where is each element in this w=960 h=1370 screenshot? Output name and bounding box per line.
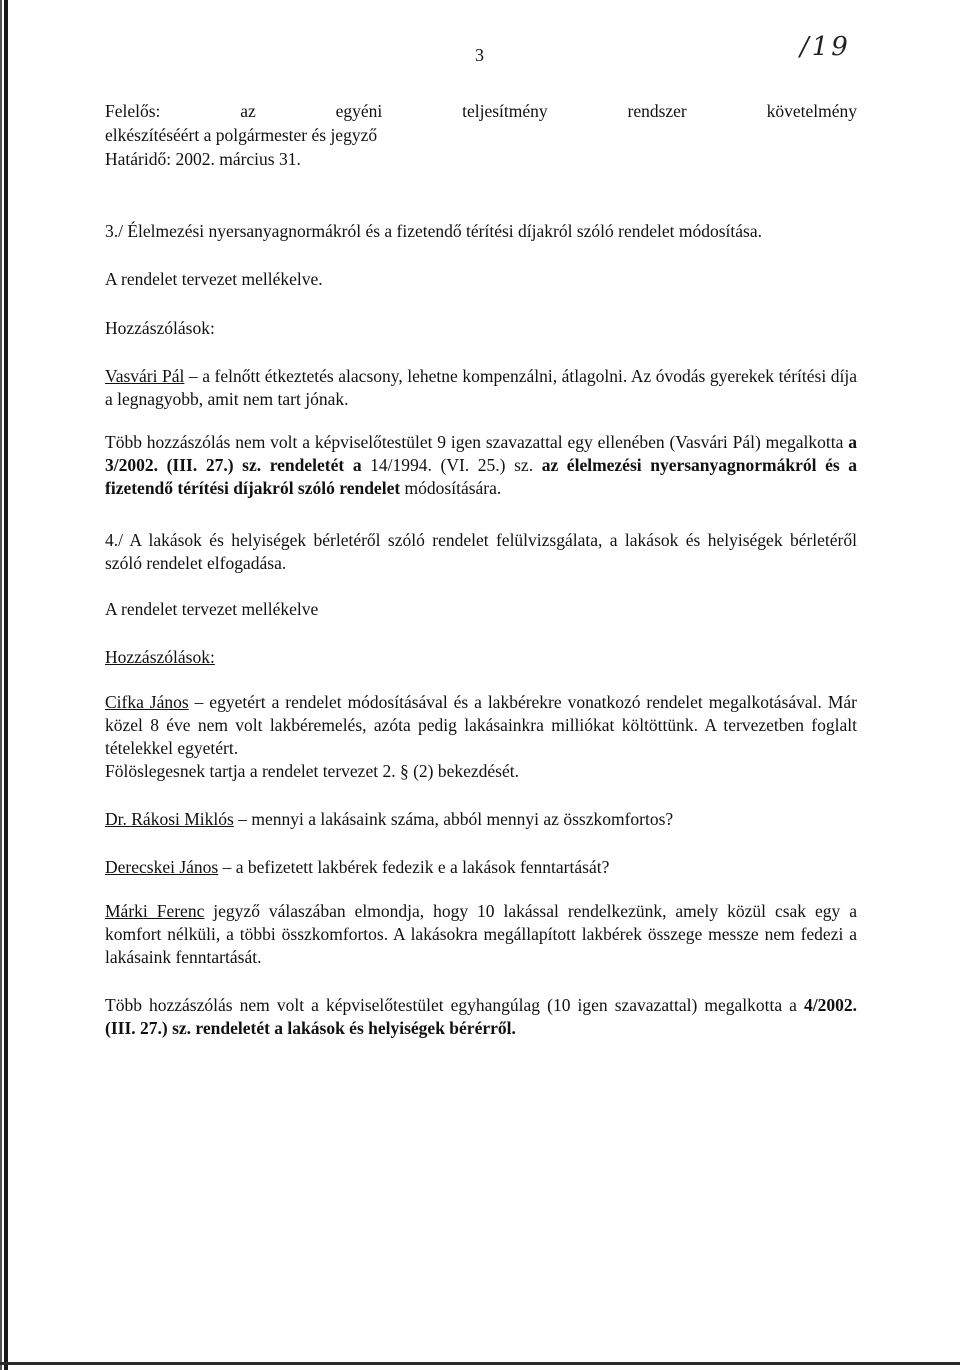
item4-comment-cifka <box>105 691 857 760</box>
handwritten-page-mark: /19 <box>800 32 851 62</box>
item4-comment-cifka-2: Fölöslegesnek tartja a rendelet tervezet 2. § (2) bekezdését. <box>105 761 519 781</box>
comment-text: – a felnőtt étkeztetés alacsony, lehetne kompenzálni, átlagolni. Az óvodás gyerekek térítési díja a legnagyobb, amit nem tart jónak. <box>105 366 857 409</box>
item3-heading: 3./ Élelmezési nyersanyagnormákról és a fizetendő térítési díjakról szóló rendelet módosítása. <box>105 221 763 241</box>
page-number: 3 <box>475 45 484 65</box>
item4-comment-derecskei <box>105 856 857 879</box>
resolution-bold: az élelmezési nyersanyagnormákról és a fizetendő térítési díjakról szóló rendelet <box>105 455 858 498</box>
scan-bottom-line <box>0 1362 960 1365</box>
scan-edge <box>0 0 2 1370</box>
item4-heading: 4./ A lakások és helyiségek bérletéről szóló rendelet felülvizsgálata, a lakások és helyiségek bérletéről szóló rendelet elfogadása. <box>105 530 857 573</box>
item3-comments-label: Hozzászólások: <box>105 318 215 338</box>
comment-text: – egyetért a rendelet módosításával és a lakbérekre vonatkozó rendelet megalkotásával. Már közel 8 éve nem volt lakbéremelés, azóta pedig lakásainkra milliókat költöttünk. A tervezetben foglalt tételekkel egyetért. <box>105 692 857 758</box>
speaker-name: Rákosi Miklós <box>131 809 234 829</box>
item4-resolution <box>105 994 857 1040</box>
resolution-text: 14/1994. (VI. 25.) sz. <box>361 455 542 475</box>
item3-comment-vasvari <box>105 365 857 411</box>
item4-comment-rakosi <box>105 808 857 831</box>
comment-text: jegyző válaszában elmondja, hogy 10 lakással rendelkezünk, amely közül csak egy a komfort nélküli, a többi összkomfortos. A lakásokra megállapított lakbérek összege messze nem fedezi a lakásaink fenntartását. <box>105 901 857 967</box>
speaker-prefix: Dr. <box>105 809 132 829</box>
speaker-name: Derecskei János <box>105 857 219 877</box>
deadline-line: Határidő: 2002. március 31. <box>105 149 301 169</box>
comment-text: – a befizetett lakbérek fedezik e a lakások fenntartását? <box>218 857 610 877</box>
resolution-text: Több hozzászólás nem volt a képviselőtestület egyhangúlag (10 igen szavazattal) megalkotta a <box>105 995 804 1015</box>
responsible-line-2: elkészítéséért a polgármester és jegyző <box>105 125 378 145</box>
item4-attachment-note: A rendelet tervezet mellékelve <box>105 599 319 619</box>
resolution-text: módosítására. <box>400 478 502 498</box>
item3-resolution <box>105 431 857 500</box>
resolution-text: Több hozzászólás nem volt a képviselőtestület 9 igen szavazattal egy ellenében (Vasvári Pál) megalkotta <box>105 432 849 452</box>
speaker-name: Vasvári Pál <box>105 366 185 386</box>
speaker-name: Márki Ferenc <box>105 901 205 921</box>
item4-reply-marki <box>105 900 857 969</box>
scan-binding-line <box>4 0 8 1370</box>
item3-attachment-note: A rendelet tervezet mellékelve. <box>105 269 323 289</box>
item4-comments-label: Hozzászólások: <box>105 647 215 667</box>
comment-text: – mennyi a lakásaink száma, abból mennyi az összkomfortos? <box>233 809 674 829</box>
resolution-bold: 4/2002. (III. 27.) sz. rendeletét a lakások és helyiségek bérérről. <box>105 995 857 1038</box>
speaker-name: Cifka János <box>105 692 189 712</box>
resolution-bold: a 3/2002. (III. 27.) sz. rendeletét a <box>105 432 857 475</box>
responsible-line: Felelős: az egyéni teljesítmény rendszer követelmény <box>105 101 857 121</box>
